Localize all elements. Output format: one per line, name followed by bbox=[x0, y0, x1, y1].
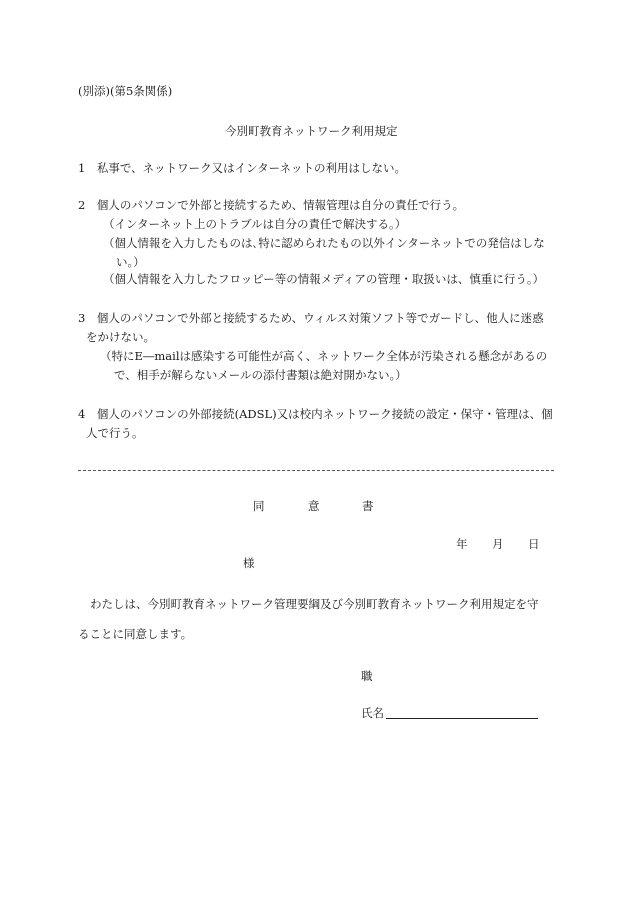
rule-2-note-3: （個人情報を入力したフロッピー等の情報メディアの管理・取扱いは、慎重に行う。） bbox=[103, 272, 545, 286]
consent-statement-line-2: ることに同意します。 bbox=[78, 627, 193, 641]
date-month-label: 月 bbox=[492, 537, 504, 551]
date-year-label: 年 bbox=[456, 537, 468, 551]
rule-2-note-1: （インターネット上のトラブルは自分の責任で解決する。） bbox=[103, 217, 407, 231]
rule-3-cont: をかけない。 bbox=[86, 330, 155, 344]
consent-statement-line-1: わたしは、今別町教育ネットワーク管理要綱及び今別町教育ネットワーク利用規定を守 bbox=[90, 597, 539, 611]
document-title: 今別町教育ネットワーク利用規定 bbox=[225, 124, 398, 138]
rule-2: 2 個人のパソコンで外部と接続するため、情報管理は自分の責任で行う。 bbox=[78, 198, 465, 212]
date-day-label: 日 bbox=[528, 537, 540, 551]
rule-4: 4 個人のパソコンの外部接続(ADSL)又は校内ネットワーク接続の設定・保守・管理は、個 bbox=[78, 407, 553, 421]
rule-1: 1 私事で、ネットワーク又はインターネットの利用はしない。 bbox=[78, 161, 407, 175]
rule-3-note-1: （特にE―mailは感染する可能性が高く、ネットワーク全体が汚染される懸念があるの bbox=[100, 349, 548, 363]
rule-4-cont: 人で行う。 bbox=[86, 426, 144, 440]
addressee-suffix: 様 bbox=[243, 556, 255, 570]
name-signature-line bbox=[386, 718, 538, 719]
position-label: 職 bbox=[361, 669, 373, 683]
consent-title-char-1: 同 bbox=[253, 499, 265, 513]
consent-title-char-3: 書 bbox=[362, 499, 374, 513]
consent-title-char-2: 意 bbox=[308, 499, 320, 513]
rule-3: 3 個人のパソコンで外部と接続するため、ウィルス対策ソフト等でガードし、他人に迷惑 bbox=[78, 311, 544, 325]
rule-2-note-2: （個人情報を入力したものは､特に認められたもの以外インターネットでの発信はしな bbox=[103, 236, 545, 250]
rule-2-note-2-cont: い。） bbox=[116, 255, 145, 269]
name-label: 氏名 bbox=[361, 706, 384, 720]
document-header: (別添)(第5条関係) bbox=[78, 84, 173, 98]
cut-line bbox=[78, 470, 554, 471]
rule-3-note-2: で、相手が解らないメールの添付書類は絶対開かない。） bbox=[114, 368, 407, 382]
